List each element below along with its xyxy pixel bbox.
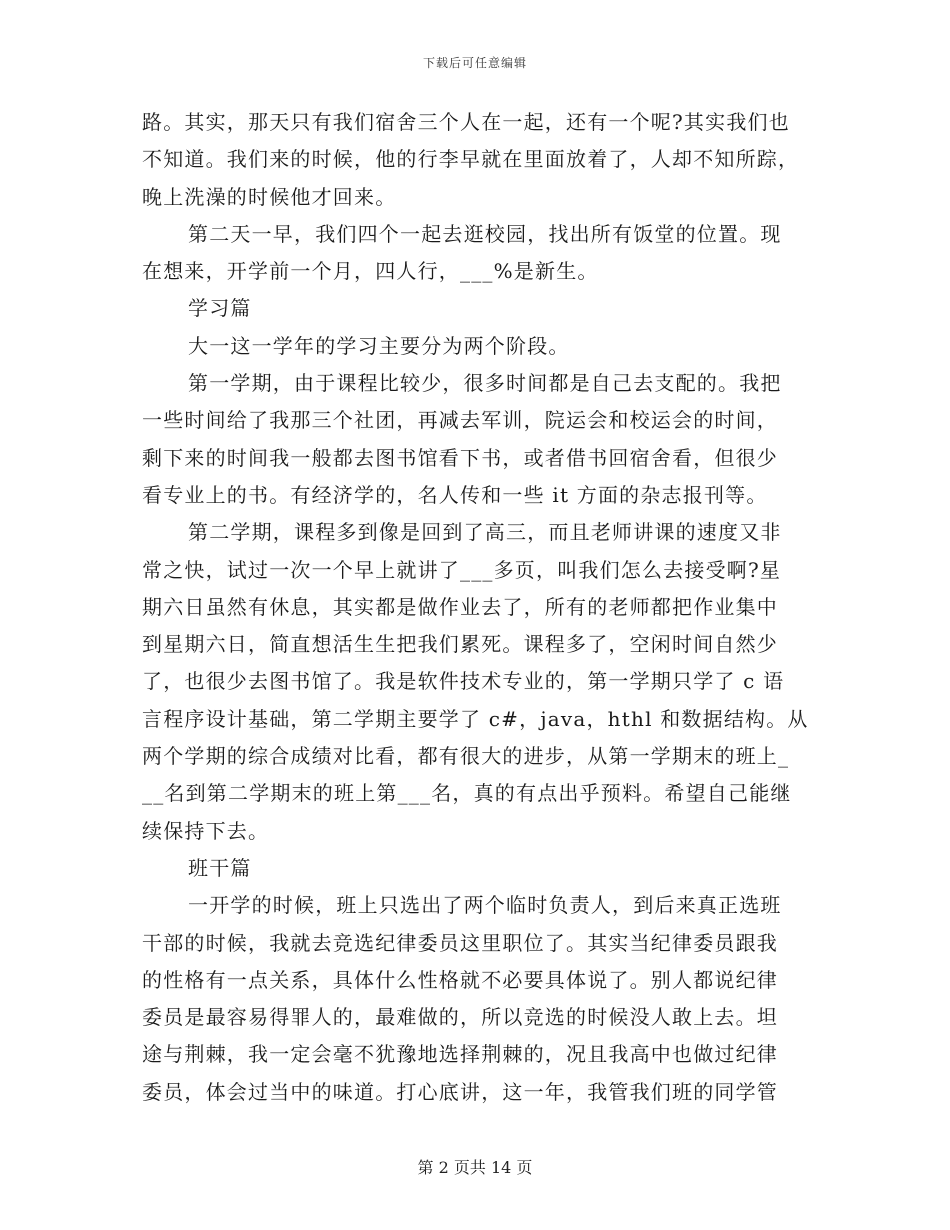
text-line: 干部的时候，我就去竞选纪律委员这里职位了。其实当纪律委员跟我 [142,930,778,955]
text-line: 晚上洗澡的时候他才回来。 [142,184,397,209]
text-line: 在想来，开学前一个月，四人行，___%是新生。 [142,259,599,284]
text-line: 到星期六日，简直想活生生把我们累死。课程多了，空闲时间自然少 [142,632,778,657]
text-line: 途与荆棘，我一定会毫不犹豫地选择荆棘的，况且我高中也做过纪律 [142,1042,778,1067]
text-line: 第二学期，课程多到像是回到了高三，而且老师讲课的速度又非 [188,520,782,545]
section-heading-study: 学习篇 [188,296,252,321]
text-line: 一开学的时候，班上只选出了两个临时负责人，到后来真正选班 [188,893,782,918]
text-line: 第一学期，由于课程比较少，很多时间都是自己去支配的。我把 [188,371,782,396]
text-line: 言程序设计基础，第二学期主要学了 c#，java，hthl 和数据结构。从 [142,706,809,731]
text-line: 不知道。我们来的时候，他的行李早就在里面放着了，人却不知所踪， [142,147,800,172]
text-line: 看专业上的书。有经济学的，名人传和一些 it 方面的杂志报刊等。 [142,482,768,507]
text-line: 了，也很少去图书馆了。我是软件技术专业的，第一学期只学了 c 语 [142,669,785,694]
text-line: 第二天一早，我们四个一起去逛校园，找出所有饭堂的位置。现 [188,221,782,246]
text-line: 两个学期的综合成绩对比看，都有很大的进步，从第一学期末的班上_ [142,744,790,769]
page-footer: 第 2 页共 14 页 [417,1158,533,1177]
page-header: 下载后可任意编辑 [422,56,527,70]
document-body [142,104,810,1111]
text-line: 一些时间给了我那三个社团，再减去军训，院运会和校运会的时间， [142,408,778,433]
text-line: 的性格有一点关系，具体什么性格就不必要具体说了。别人都说纪律 [142,967,778,992]
text-line: 续保持下去。 [142,818,270,843]
text-line: 剩下来的时间我一般都去图书馆看下书，或者借书回宿舍看，但很少 [142,445,778,470]
text-line: 委员，体会过当中的味道。打心底讲，这一年，我管我们班的同学管 [142,1079,778,1104]
text-line: 路。其实，那天只有我们宿舍三个人在一起，还有一个呢?其实我们也 [142,110,790,134]
section-heading-class-cadre: 班干篇 [188,855,252,880]
text-line: 常之快，试过一次一个早上就讲了___多页，叫我们怎么去接受啊?星 [142,557,782,582]
text-line: 大一这一学年的学习主要分为两个阶段。 [188,333,570,358]
text-line: __名到第二学期末的班上第___名，真的有点出乎预料。希望自己能继 [142,781,792,806]
text-line: 委员是最容易得罪人的，最难做的，所以竞选的时候没人敢上去。坦 [142,1005,778,1030]
text-line: 期六日虽然有休息，其实都是做作业去了，所有的老师都把作业集中 [142,594,778,619]
